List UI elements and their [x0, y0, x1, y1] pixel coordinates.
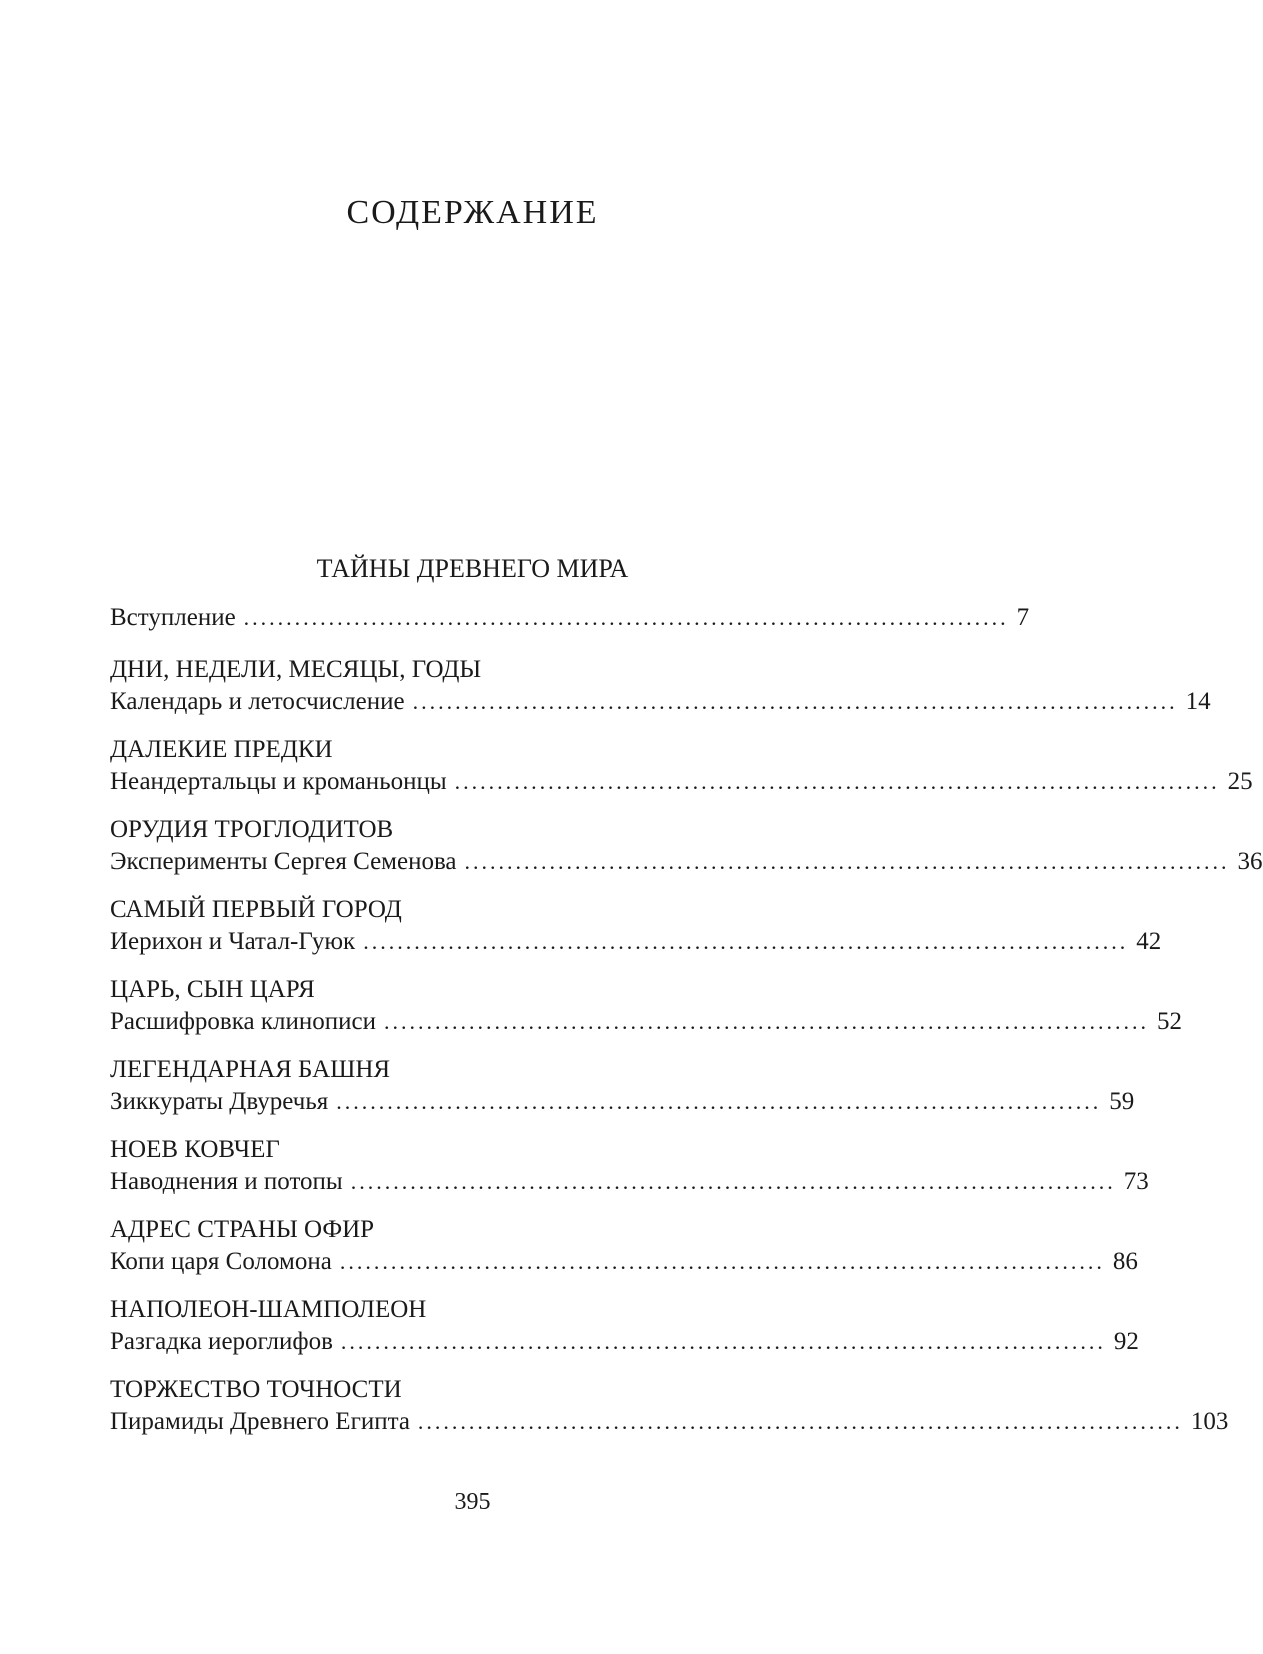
toc-entry-title: Вступление — [110, 604, 236, 631]
toc-entry[interactable] — [110, 1296, 1139, 1355]
toc-entry-subtitle: Зиккураты Двуречья — [110, 1088, 329, 1115]
toc-page-number: 36 — [1237, 848, 1263, 875]
toc-entry-heading: ДАЛЕКИЕ ПРЕДКИ — [110, 736, 333, 763]
dot-leader: .......................................................................................... — [454, 769, 1220, 794]
table-of-contents — [110, 604, 1263, 1457]
toc-entry-subtitle: Иерихон и Чатал-Гуюк — [110, 928, 356, 955]
toc-entry-subtitle: Разгадка иероглифов — [110, 1328, 333, 1355]
dot-leader: .......................................................................................... — [336, 1089, 1102, 1114]
toc-page-number: 59 — [1109, 1088, 1135, 1115]
toc-entry[interactable] — [110, 1376, 1229, 1435]
toc-page-number: 7 — [1016, 604, 1030, 631]
toc-entry-heading: ТОРЖЕСТВО ТОЧНОСТИ — [110, 1376, 402, 1403]
toc-entry-subtitle: Неандертальцы и кроманьонцы — [110, 768, 447, 795]
toc-page-number: 14 — [1185, 688, 1211, 715]
toc-entry-heading: САМЫЙ ПЕРВЫЙ ГОРОД — [110, 896, 402, 923]
toc-page-number: 103 — [1190, 1408, 1229, 1435]
toc-page-number: 73 — [1123, 1168, 1149, 1195]
toc-page-number: 42 — [1136, 928, 1162, 955]
page-number: 395 — [454, 1489, 491, 1515]
toc-entry[interactable] — [110, 1056, 1135, 1115]
toc-entry[interactable] — [110, 1216, 1138, 1275]
dot-leader: .......................................................................................... — [243, 605, 1009, 630]
toc-entry[interactable] — [110, 736, 1253, 795]
dot-leader: .......................................................................................... — [464, 849, 1230, 874]
toc-entry-subtitle: Расшифровка клинописи — [110, 1008, 376, 1035]
toc-entry[interactable] — [110, 816, 1263, 875]
section-title: ТАЙНЫ ДРЕВНЕГО МИРА — [316, 554, 629, 583]
toc-entry-heading: ЦАРЬ, СЫН ЦАРЯ — [110, 976, 315, 1003]
toc-entry-subtitle: Календарь и летосчисление — [110, 688, 405, 715]
dot-leader: .......................................................................................... — [383, 1009, 1149, 1034]
toc-entry-subtitle: Пирамиды Древнего Египта — [110, 1408, 410, 1435]
toc-entry-subtitle: Наводнения и потопы — [110, 1168, 343, 1195]
dot-leader: .......................................................................................... — [363, 929, 1129, 954]
dot-leader: .......................................................................................... — [417, 1409, 1183, 1434]
toc-entry[interactable] — [110, 976, 1182, 1035]
toc-entry-heading: ОРУДИЯ ТРОГЛОДИТОВ — [110, 816, 394, 843]
toc-entry[interactable] — [110, 656, 1211, 715]
toc-entry-heading: НОЕВ КОВЧЕГ — [110, 1136, 280, 1163]
dot-leader: .......................................................................................... — [350, 1169, 1116, 1194]
page-title: СОДЕРЖАНИЕ — [346, 194, 599, 231]
toc-entry-subtitle: Копи царя Соломона — [110, 1248, 332, 1275]
toc-page-number: 92 — [1113, 1328, 1139, 1355]
toc-entry-subtitle: Эксперименты Сергея Семенова — [110, 848, 457, 875]
dot-leader: .......................................................................................... — [340, 1329, 1106, 1354]
toc-entry[interactable] — [110, 896, 1162, 955]
toc-page-number: 25 — [1227, 768, 1253, 795]
toc-page-number: 86 — [1112, 1248, 1138, 1275]
toc-page-number: 52 — [1156, 1008, 1182, 1035]
toc-entry-heading: ЛЕГЕНДАРНАЯ БАШНЯ — [110, 1056, 391, 1083]
toc-entry-heading: НАПОЛЕОН-ШАМПОЛЕОН — [110, 1296, 427, 1323]
toc-entry[interactable] — [110, 1136, 1149, 1195]
toc-entry-heading: АДРЕС СТРАНЫ ОФИР — [110, 1216, 375, 1243]
toc-entry-heading: ДНИ, НЕДЕЛИ, МЕСЯЦЫ, ГОДЫ — [110, 656, 482, 683]
dot-leader: .......................................................................................... — [412, 689, 1178, 714]
toc-entry-intro[interactable] — [110, 604, 1030, 631]
dot-leader: .......................................................................................... — [339, 1249, 1105, 1274]
